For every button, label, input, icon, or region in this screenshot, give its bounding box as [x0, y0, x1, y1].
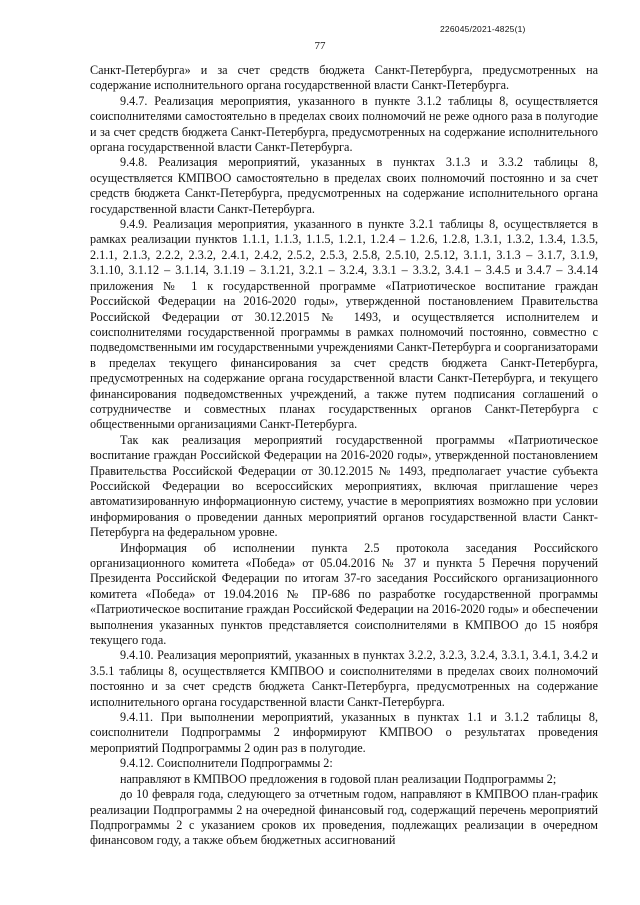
- paragraph-february-plan: до 10 февраля года, следующего за отчетным годом, направляют в КМПВОО план-график реализации Подпрограммы 2 на очередной финансовый год, содержащий перечень мероприятий Подпрограммы 2 с указанием сроков их проведения, подлежащих реализации в очередном финансовом году, а также объем бюджетных ассигнований: [90, 787, 598, 848]
- paragraph-9-4-9: 9.4.9. Реализация мероприятия, указанного в пункте 3.2.1 таблицы 8, осуществляется в рамках реализации пунктов 1.1.1, 1.1.3, 1.1.5, 1.2.1, 1.2.4 – 1.2.6, 1.2.8, 1.3.1, 1.3.2, 1.3.4, 1.3.5, 2.1.1, 2.1.3, 2.2.2, 2.3.2, 2.4.1, 2.4.2, 2.5.2, 2.5.3, 2.5.8, 2.5.10, 2.5.12, 3.1.1, 3.1.3 – 3.1.7, 3.1.9, 3.1.10, 3.1.12 – 3.1.14, 3.1.19 – 3.1.21, 3.2.1 – 3.2.4, 3.3.1 – 3.3.2, 3.4.1 – 3.4.5 и 3.4.7 – 3.4.14 приложения № 1 к государственной программе «Патриотическое воспитание граждан Российской Федерации на 2016-2020 годы», утвержденной постановлением Правительства Российской Федерации от 30.12.2015 № 1493, и осуществляется исполнителем и соисполнителями государственной программы в рамках полномочий постоянно, совместно с подведомственными им государственными учреждениями Санкт-Петербурга и соорганизаторами в пределах текущего финансирования за счет средств бюджета Санкт-Петербурга, предусмотренных на содержание органа государственной власти Санкт-Петербурга, и текущего финансирования подведомственных учреждений, а также путем подписания соглашений о сотрудничестве и совместных планах государственных органов Санкт-Петербурга с общественными организациями Санкт-Петербурга.: [90, 217, 598, 432]
- page-number: 77: [314, 40, 326, 52]
- paragraph-9-4-8: 9.4.8. Реализация мероприятий, указанных в пунктах 3.1.3 и 3.3.2 таблицы 8, осуществляется КМПВОО самостоятельно в пределах своих полномочий постоянно и за счет средств бюджета Санкт-Петербурга, предусмотренных на содержание исполнительного органа государственной власти Санкт-Петербурга.: [90, 155, 598, 216]
- paragraph-federal-participation: Так как реализация мероприятий государственной программы «Патриотическое воспитание граждан Российской Федерации на 2016-2020 годы», утвержденной постановлением Правительства Российской Федерации от 30.12.2015 № 1493, предполагает участие субъекта Российской Федерации во всероссийских мероприятиях, включая приглашение через автоматизированную информационную систему, участие в мероприятиях возможно при условии информирования о проведении данных мероприятий органов государственной власти Санкт-Петербурга на федеральном уровне.: [90, 432, 598, 540]
- paragraph-pobeda-info: Информация об исполнении пункта 2.5 протокола заседания Российского организационного комитета «Победа» от 05.04.2016 № 37 и пункта 5 Перечня поручений Президента Российской Федерации по итогам 37-го заседания Российского организационного комитета «Победа» от 19.04.2016 № ПР-686 по разработке государственной программы «Патриотическое воспитание граждан Российской Федерации на 2016-2020 годы» и обеспечении выполнения указанных пунктов представляется соисполнителями в КМПВОО до 15 ноября текущего года.: [90, 540, 598, 648]
- paragraph-9-4-11: 9.4.11. При выполнении мероприятий, указанных в пунктах 1.1 и 3.1.2 таблицы 8, соисполнители Подпрограммы 2 информируют КМПВОО о результатах проведения мероприятий Подпрограммы 2 один раз в полугодие.: [90, 710, 598, 755]
- document-body: [90, 63, 598, 849]
- paragraph-proposals: направляют в КМПВОО предложения в годовой план реализации Подпрограммы 2;: [120, 771, 557, 786]
- paragraph-9-4-7: 9.4.7. Реализация мероприятия, указанного в пункте 3.1.2 таблицы 8, осуществляется соисполнителями самостоятельно в пределах своих полномочий не реже одного раза в полугодие и за счет средств бюджета Санкт-Петербурга, предусмотренных на содержание исполнительного органа государственной власти Санкт-Петербурга.: [90, 93, 598, 155]
- paragraph-9-4-10: 9.4.10. Реализация мероприятий, указанных в пунктах 3.2.2, 3.2.3, 3.2.4, 3.3.1, 3.4.1, 3.4.2 и 3.5.1 таблицы 8, осуществляется КМПВОО и соисполнителями в пределах своих полномочий постоянно и за счет средств бюджета Санкт-Петербурга, предусмотренных на содержание исполнительного органа государственной власти Санкт-Петербурга.: [90, 648, 598, 709]
- paragraph-9-4-12: 9.4.12. Соисполнители Подпрограммы 2:: [120, 756, 333, 771]
- paragraph-continuation: Санкт-Петербурга» и за счет средств бюджета Санкт-Петербурга, предусмотренных на содержание исполнительного органа государственной власти Санкт-Петербурга.: [90, 63, 598, 93]
- document-number: 226045/2021-4825(1): [440, 24, 526, 34]
